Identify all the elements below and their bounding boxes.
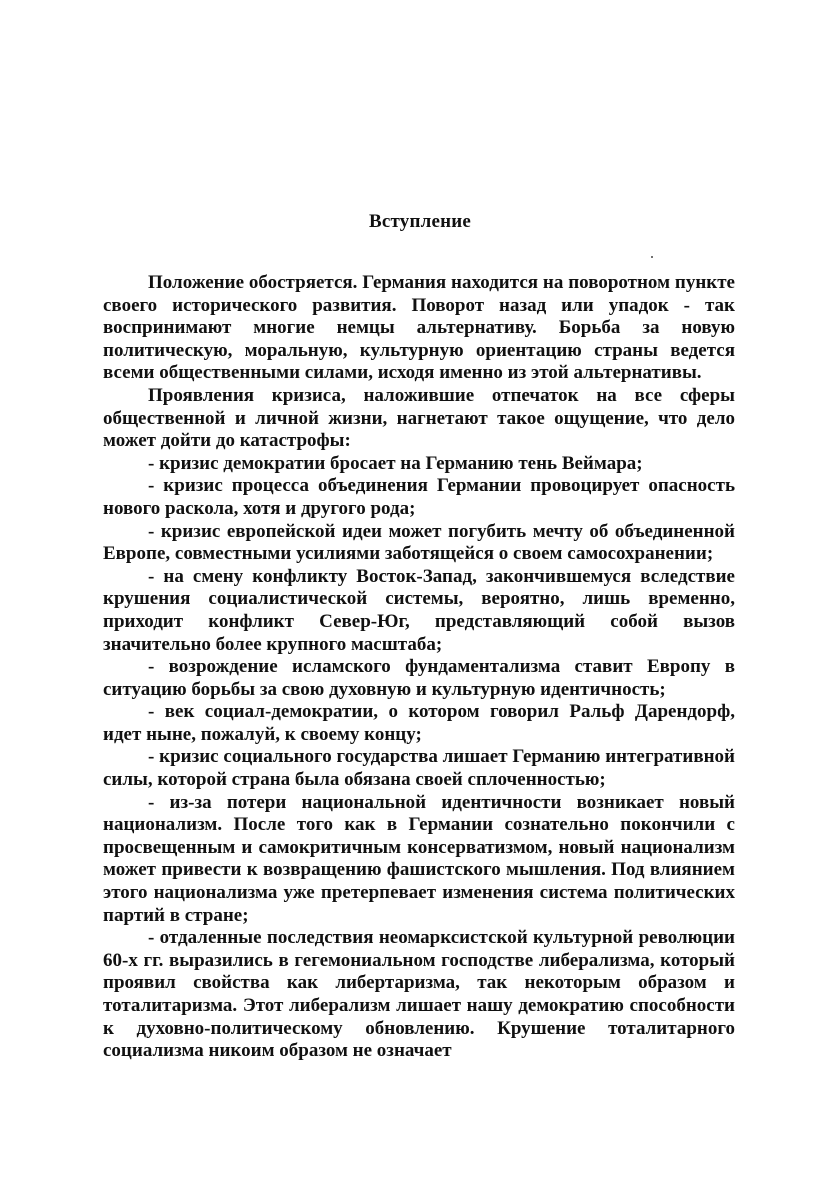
- list-item-islam: - возрождение исламского фундаментализма ставит Европу в ситуацию борьбы за свою духовную и культурную идентичность;: [103, 656, 735, 700]
- list-item-nationalism: - из-за потери национальной идентичности возникает новый национализм. После того как в Германии сознательно покончили с просвещенным и самокритичным консерватизмом, новый национализм может привести к возвращению фашистского мышления. Под влиянием этого национализма уже претерпевает изменения система политических партий в стране;: [103, 791, 735, 926]
- section-title: Вступление: [368, 211, 472, 232]
- list-item-unification: - кризис процесса объединения Германии провоцирует опасность нового раскола, хотя и другого рода;: [103, 475, 735, 519]
- body-text: [103, 272, 735, 1063]
- list-item-north-south: - на смену конфликту Восток-Запад, закончившемуся вследствие крушения социалистической системы, вероятно, лишь временно, приходит конфликт Север-Юг, представляющий собой вызов значительно более крупного масштаба;: [103, 565, 735, 655]
- list-item-europe: - кризис европейской идеи может погубить мечту об объединенной Европе, совместными усилиями заботящейся о своем самосохранении;: [103, 520, 735, 565]
- paragraph-intro: Положение обостряется. Германия находится на поворотном пункте своего исторического развития. Поворот назад или упадок - так воспринимают многие немцы альтернативу. Борьба за новую политическую, моральную, культурную ориентацию страны ведется всеми общественными силами, исходя именно из этой альтернативы.: [103, 272, 735, 384]
- list-item-welfare-state: - кризис социального государства лишает Германию интегративной силы, которой страна была обязана своей сплоченностью;: [103, 746, 735, 791]
- list-item-democracy: - кризис демократии бросает на Германию тень Веймара;: [148, 452, 643, 474]
- list-item-neomarxism: - отдаленные последствия неомарксистской культурной революции 60-х гг. выразились в гегемониальном господстве либерализма, который проявил свойства как либертаризма, так некоторым образом и тоталитаризма. Этот либерализм лишает нашу демократию способности к духовно-политическому обновлению. Крушение тоталитарного социализма никоим образом не означает: [103, 927, 735, 1062]
- list-item-social-democracy: - век социал-демократии, о котором говорил Ральф Дарендорф, идет ныне, пожалуй, к своему концу;: [103, 701, 735, 745]
- stray-mark: [651, 256, 653, 258]
- paragraph-crisis: Проявления кризиса, наложившие отпечаток на все сферы общественной и личной жизни, нагнетают такое ощущение, что дело может дойти до катастрофы:: [103, 384, 735, 452]
